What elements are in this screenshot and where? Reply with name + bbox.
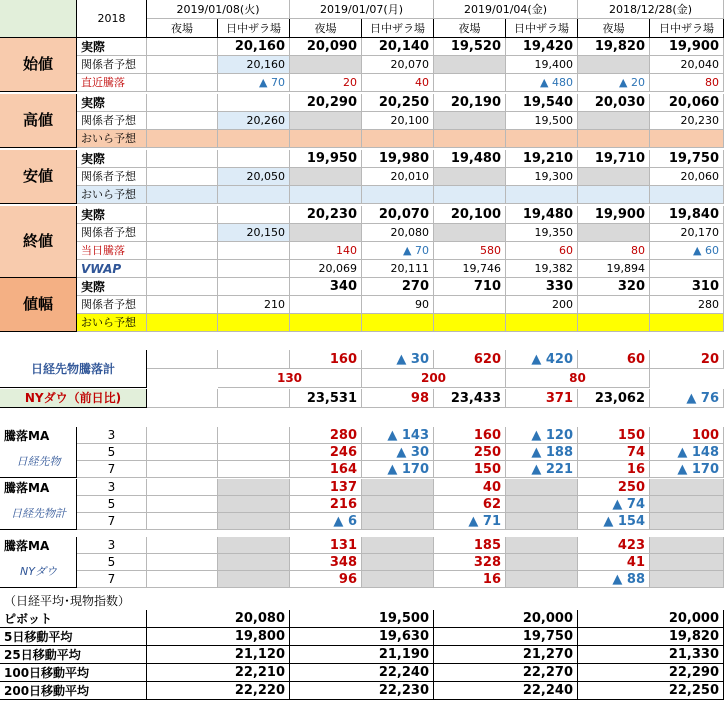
value-cell: 20,150 <box>218 224 290 242</box>
value-cell: 160 <box>290 350 362 369</box>
value-cell: 20,111 <box>362 260 434 278</box>
night-session-header: 夜場 <box>578 19 650 38</box>
value-cell: 90 <box>362 296 434 314</box>
empty-cell <box>218 513 290 530</box>
value-cell: 19,746 <box>434 260 506 278</box>
value-cell: 246 <box>290 444 362 461</box>
value-cell: ▲ 30 <box>362 350 434 369</box>
value-cell <box>290 168 362 186</box>
ma-value: 250 <box>578 479 650 496</box>
value-cell <box>147 260 218 278</box>
value-cell: 19,382 <box>506 260 578 278</box>
value-cell: 19,840 <box>650 206 724 224</box>
value-cell: 19,480 <box>506 206 578 224</box>
label-today: 当日騰落 <box>77 242 147 260</box>
value-cell: 20,290 <box>290 94 362 112</box>
spot-value: 21,120 <box>147 646 290 664</box>
spot-value: 22,250 <box>578 682 724 700</box>
empty-cell <box>362 496 434 513</box>
empty-cell <box>650 554 724 571</box>
value-cell <box>218 461 290 478</box>
ma-value: 216 <box>290 496 362 513</box>
value-cell: 20,050 <box>218 168 290 186</box>
label-insider: 関係者予想 <box>77 224 147 242</box>
value-cell: ▲ 143 <box>362 427 434 444</box>
ma-sublabel: NYダウ <box>20 564 57 578</box>
forecast-cell <box>290 186 362 204</box>
empty-cell <box>362 479 434 496</box>
forecast-cell <box>578 130 650 148</box>
value-cell: 19,210 <box>506 150 578 168</box>
value-cell: 140 <box>290 242 362 260</box>
value-cell <box>147 38 218 56</box>
spot-value: 21,190 <box>290 646 434 664</box>
value-cell <box>218 94 290 112</box>
value-cell: ▲ 30 <box>362 444 434 461</box>
spot-value: 19,800 <box>147 628 290 646</box>
value-cell: ▲ 420 <box>506 350 578 369</box>
value-cell: 20,010 <box>362 168 434 186</box>
value-cell: 20,040 <box>650 56 724 74</box>
group-high: 高値 <box>0 94 77 148</box>
nikkei-sum-total: 200 <box>362 369 506 388</box>
day-session-header: 日中ザラ場 <box>218 19 290 38</box>
empty-cell <box>506 571 578 588</box>
label-insider: 関係者予想 <box>77 112 147 130</box>
ma-value: 40 <box>434 479 506 496</box>
ma-period: 7 <box>77 461 147 478</box>
spot-value: 21,330 <box>578 646 724 664</box>
value-cell: ▲ 70 <box>218 74 290 92</box>
nikkei-sum-label: 日経先物騰落計 <box>0 350 147 388</box>
value-cell <box>434 56 506 74</box>
value-cell: 280 <box>650 296 724 314</box>
spot-label-ma100: 100日移動平均 <box>0 664 147 682</box>
value-cell: 280 <box>290 427 362 444</box>
value-cell <box>147 56 218 74</box>
value-cell: ▲ 148 <box>650 444 724 461</box>
forecast-cell <box>650 314 724 332</box>
forecast-cell <box>218 186 290 204</box>
empty-cell <box>218 537 290 554</box>
value-cell: 150 <box>578 427 650 444</box>
value-cell: ▲ 20 <box>578 74 650 92</box>
ma-sublabel: 日経先物計 <box>11 506 66 520</box>
value-cell: 340 <box>290 278 362 296</box>
value-cell <box>650 260 724 278</box>
value-cell <box>147 427 218 444</box>
year-label: 2018 <box>77 0 147 38</box>
empty-cell <box>506 513 578 530</box>
night-session-header: 夜場 <box>290 19 362 38</box>
value-cell <box>147 94 218 112</box>
ma-value: ▲ 71 <box>434 513 506 530</box>
value-cell: 19,900 <box>578 206 650 224</box>
value-cell: 100 <box>650 427 724 444</box>
forecast-cell <box>147 130 218 148</box>
label-recent: 直近騰落 <box>77 74 147 92</box>
value-cell: 19,820 <box>578 38 650 56</box>
ma-period: 3 <box>77 479 147 496</box>
empty-cell <box>147 496 218 513</box>
forecast-cell <box>434 186 506 204</box>
spot-value: 20,000 <box>434 610 578 628</box>
value-cell <box>218 150 290 168</box>
value-cell: 19,350 <box>506 224 578 242</box>
spot-value: 20,080 <box>147 610 290 628</box>
ma-period: 5 <box>77 554 147 571</box>
empty-cell <box>147 479 218 496</box>
ma-value: ▲ 6 <box>290 513 362 530</box>
label-mine: おいら予想 <box>77 314 147 332</box>
value-cell <box>147 296 218 314</box>
value-cell <box>147 389 218 408</box>
corner-cell <box>0 0 77 38</box>
value-cell <box>434 168 506 186</box>
group-close: 終値 <box>0 206 77 278</box>
value-cell: 20,030 <box>578 94 650 112</box>
value-cell <box>147 242 218 260</box>
value-cell: 20,100 <box>434 206 506 224</box>
ma-label: 騰落MA <box>0 479 77 496</box>
value-cell: 20,250 <box>362 94 434 112</box>
nydow-label: NYダウ（前日比) <box>0 389 147 408</box>
value-cell: 270 <box>362 278 434 296</box>
forecast-cell <box>147 314 218 332</box>
value-cell <box>218 206 290 224</box>
value-cell <box>147 206 218 224</box>
spot-label-ma25: 25日移動平均 <box>0 646 147 664</box>
empty-cell <box>506 537 578 554</box>
value-cell <box>434 296 506 314</box>
value-cell: 60 <box>578 350 650 369</box>
value-cell <box>147 150 218 168</box>
value-cell: 20,260 <box>218 112 290 130</box>
forecast-cell <box>650 186 724 204</box>
value-cell: 20,070 <box>362 56 434 74</box>
label-actual: 実際 <box>77 278 147 296</box>
value-cell: 23,433 <box>434 389 506 408</box>
spot-label-pivot: ピボット <box>0 610 147 628</box>
value-cell: ▲ 480 <box>506 74 578 92</box>
forecast-cell <box>147 186 218 204</box>
value-cell: ▲ 60 <box>650 242 724 260</box>
value-cell: 19,500 <box>506 112 578 130</box>
value-cell <box>578 112 650 130</box>
value-cell: 580 <box>434 242 506 260</box>
value-cell: 20,230 <box>650 112 724 130</box>
value-cell <box>578 168 650 186</box>
ma-value: 185 <box>434 537 506 554</box>
empty-cell <box>218 496 290 513</box>
ma-period: 7 <box>77 571 147 588</box>
empty-cell <box>650 513 724 530</box>
value-cell <box>218 427 290 444</box>
ma-label: 騰落MA <box>0 537 77 554</box>
ma-period: 3 <box>77 427 147 444</box>
spot-value: 22,240 <box>290 664 434 682</box>
value-cell <box>290 224 362 242</box>
forecast-cell <box>218 130 290 148</box>
empty-cell <box>506 496 578 513</box>
ma-sublabel: 日経先物 <box>16 454 61 468</box>
value-cell: 20,080 <box>362 224 434 242</box>
ma-value: 137 <box>290 479 362 496</box>
value-cell: 371 <box>506 389 578 408</box>
spot-label-ma5: 5日移動平均 <box>0 628 147 646</box>
value-cell: 20,070 <box>362 206 434 224</box>
value-cell: 19,300 <box>506 168 578 186</box>
spot-value: 22,210 <box>147 664 290 682</box>
ma-period: 5 <box>77 496 147 513</box>
forecast-cell <box>434 314 506 332</box>
label-actual: 実際 <box>77 94 147 112</box>
value-cell: 16 <box>578 461 650 478</box>
ma-label: 騰落MA <box>0 427 77 444</box>
value-cell <box>578 296 650 314</box>
value-cell: 20 <box>290 74 362 92</box>
spot-value: 22,220 <box>147 682 290 700</box>
value-cell <box>218 389 290 408</box>
value-cell <box>434 112 506 130</box>
forecast-cell <box>578 186 650 204</box>
value-cell: 250 <box>434 444 506 461</box>
value-cell <box>147 74 218 92</box>
value-cell <box>147 350 218 369</box>
empty-cell <box>147 537 218 554</box>
group-open: 始値 <box>0 38 77 92</box>
value-cell: 20,060 <box>650 94 724 112</box>
spot-value: 22,230 <box>290 682 434 700</box>
value-cell <box>218 260 290 278</box>
spot-label-ma200: 200日移動平均 <box>0 682 147 700</box>
label-actual: 実際 <box>77 38 147 56</box>
value-cell: ▲ 120 <box>506 427 578 444</box>
value-cell: ▲ 170 <box>362 461 434 478</box>
value-cell <box>578 224 650 242</box>
label-actual: 実際 <box>77 150 147 168</box>
value-cell: 710 <box>434 278 506 296</box>
forecast-cell <box>218 314 290 332</box>
value-cell: 19,520 <box>434 38 506 56</box>
value-cell: 320 <box>578 278 650 296</box>
empty-cell <box>147 554 218 571</box>
value-cell: 80 <box>578 242 650 260</box>
date-header: 2019/01/07(月) <box>290 0 434 19</box>
ma-period: 7 <box>77 513 147 530</box>
value-cell <box>147 278 218 296</box>
empty-cell <box>362 554 434 571</box>
value-cell: 160 <box>434 427 506 444</box>
spot-value: 19,820 <box>578 628 724 646</box>
ma-value: ▲ 154 <box>578 513 650 530</box>
value-cell: 20,090 <box>290 38 362 56</box>
value-cell: 20,060 <box>650 168 724 186</box>
value-cell: 20,190 <box>434 94 506 112</box>
value-cell: 19,540 <box>506 94 578 112</box>
empty-cell <box>218 554 290 571</box>
value-cell: 19,710 <box>578 150 650 168</box>
empty-cell <box>650 496 724 513</box>
value-cell: ▲ 188 <box>506 444 578 461</box>
value-cell: 19,400 <box>506 56 578 74</box>
value-cell: 19,900 <box>650 38 724 56</box>
empty-cell <box>147 513 218 530</box>
night-session-header: 夜場 <box>147 19 218 38</box>
empty-cell <box>650 571 724 588</box>
value-cell <box>434 224 506 242</box>
forecast-cell <box>362 130 434 148</box>
value-cell <box>147 168 218 186</box>
value-cell: 20 <box>650 350 724 369</box>
value-cell: 210 <box>218 296 290 314</box>
spot-value: 22,270 <box>434 664 578 682</box>
forecast-cell <box>578 314 650 332</box>
spot-value: 19,750 <box>434 628 578 646</box>
value-cell: 19,480 <box>434 150 506 168</box>
forecast-cell <box>290 130 362 148</box>
value-cell: 310 <box>650 278 724 296</box>
ma-value: 62 <box>434 496 506 513</box>
empty-cell <box>218 479 290 496</box>
ma-value: 41 <box>578 554 650 571</box>
nikkei-sum-total: 130 <box>218 369 362 388</box>
value-cell <box>218 444 290 461</box>
value-cell: 40 <box>362 74 434 92</box>
ma-value: 423 <box>578 537 650 554</box>
value-cell <box>147 224 218 242</box>
label-actual: 実際 <box>77 206 147 224</box>
night-session-header: 夜場 <box>434 19 506 38</box>
day-session-header: 日中ザラ場 <box>506 19 578 38</box>
value-cell: 23,531 <box>290 389 362 408</box>
value-cell: ▲ 70 <box>362 242 434 260</box>
ma-value: 348 <box>290 554 362 571</box>
value-cell <box>218 242 290 260</box>
forecast-cell <box>506 314 578 332</box>
value-cell: 330 <box>506 278 578 296</box>
value-cell: ▲ 221 <box>506 461 578 478</box>
forecast-cell <box>434 130 506 148</box>
forecast-cell <box>362 314 434 332</box>
date-header: 2018/12/28(金) <box>578 0 724 19</box>
spot-value: 19,630 <box>290 628 434 646</box>
value-cell: 20,160 <box>218 56 290 74</box>
group-low: 安値 <box>0 150 77 204</box>
value-cell: 20,230 <box>290 206 362 224</box>
forecast-cell <box>506 130 578 148</box>
value-cell: ▲ 76 <box>650 389 724 408</box>
value-cell <box>218 278 290 296</box>
ma-value: 328 <box>434 554 506 571</box>
empty-cell <box>218 571 290 588</box>
day-session-header: 日中ザラ場 <box>362 19 434 38</box>
forecast-cell <box>362 186 434 204</box>
value-cell: 164 <box>290 461 362 478</box>
value-cell: 19,420 <box>506 38 578 56</box>
empty-cell <box>650 537 724 554</box>
empty-cell <box>506 479 578 496</box>
date-header: 2019/01/04(金) <box>434 0 578 19</box>
value-cell: 60 <box>506 242 578 260</box>
value-cell <box>147 444 218 461</box>
empty-cell <box>362 537 434 554</box>
empty-cell <box>506 554 578 571</box>
value-cell: 19,750 <box>650 150 724 168</box>
value-cell: ▲ 170 <box>650 461 724 478</box>
label-insider: 関係者予想 <box>77 56 147 74</box>
label-insider: 関係者予想 <box>77 168 147 186</box>
value-cell <box>290 296 362 314</box>
value-cell: 98 <box>362 389 434 408</box>
forecast-cell <box>650 130 724 148</box>
date-header: 2019/01/08(火) <box>147 0 290 19</box>
spot-value: 19,500 <box>290 610 434 628</box>
value-cell <box>290 56 362 74</box>
value-cell: 150 <box>434 461 506 478</box>
ma-value: 131 <box>290 537 362 554</box>
forecast-cell <box>290 314 362 332</box>
forecast-cell <box>506 186 578 204</box>
ma-value: ▲ 88 <box>578 571 650 588</box>
value-cell: 23,062 <box>578 389 650 408</box>
value-cell: 19,894 <box>578 260 650 278</box>
value-cell: 20,069 <box>290 260 362 278</box>
ma-period: 5 <box>77 444 147 461</box>
value-cell: 20,170 <box>650 224 724 242</box>
value-cell <box>218 350 290 369</box>
value-cell <box>147 112 218 130</box>
value-cell: 19,950 <box>290 150 362 168</box>
spot-value: 22,240 <box>434 682 578 700</box>
empty-cell <box>362 513 434 530</box>
ma-period: 3 <box>77 537 147 554</box>
value-cell <box>147 461 218 478</box>
value-cell: 19,980 <box>362 150 434 168</box>
label-mine: おいら予想 <box>77 186 147 204</box>
value-cell: 620 <box>434 350 506 369</box>
ma-value: 16 <box>434 571 506 588</box>
value-cell: 74 <box>578 444 650 461</box>
value-cell: 20,140 <box>362 38 434 56</box>
label-mine: おいら予想 <box>77 130 147 148</box>
empty-cell <box>147 571 218 588</box>
ma-value: 96 <box>290 571 362 588</box>
value-cell: 20,160 <box>218 38 290 56</box>
label-vwap: VWAP <box>77 260 147 278</box>
ma-value: ▲ 74 <box>578 496 650 513</box>
value-cell <box>578 56 650 74</box>
value-cell: 80 <box>650 74 724 92</box>
group-range: 値幅 <box>0 278 77 332</box>
spot-header: （日経平均･現物指数） <box>4 593 131 608</box>
empty-cell <box>362 571 434 588</box>
label-insider: 関係者予想 <box>77 296 147 314</box>
empty-cell <box>650 479 724 496</box>
day-session-header: 日中ザラ場 <box>650 19 724 38</box>
nikkei-sum-total: 80 <box>506 369 650 388</box>
value-cell: 20,100 <box>362 112 434 130</box>
value-cell <box>434 74 506 92</box>
spot-value: 22,290 <box>578 664 724 682</box>
value-cell: 200 <box>506 296 578 314</box>
spot-value: 20,000 <box>578 610 724 628</box>
spot-value: 21,270 <box>434 646 578 664</box>
value-cell <box>290 112 362 130</box>
